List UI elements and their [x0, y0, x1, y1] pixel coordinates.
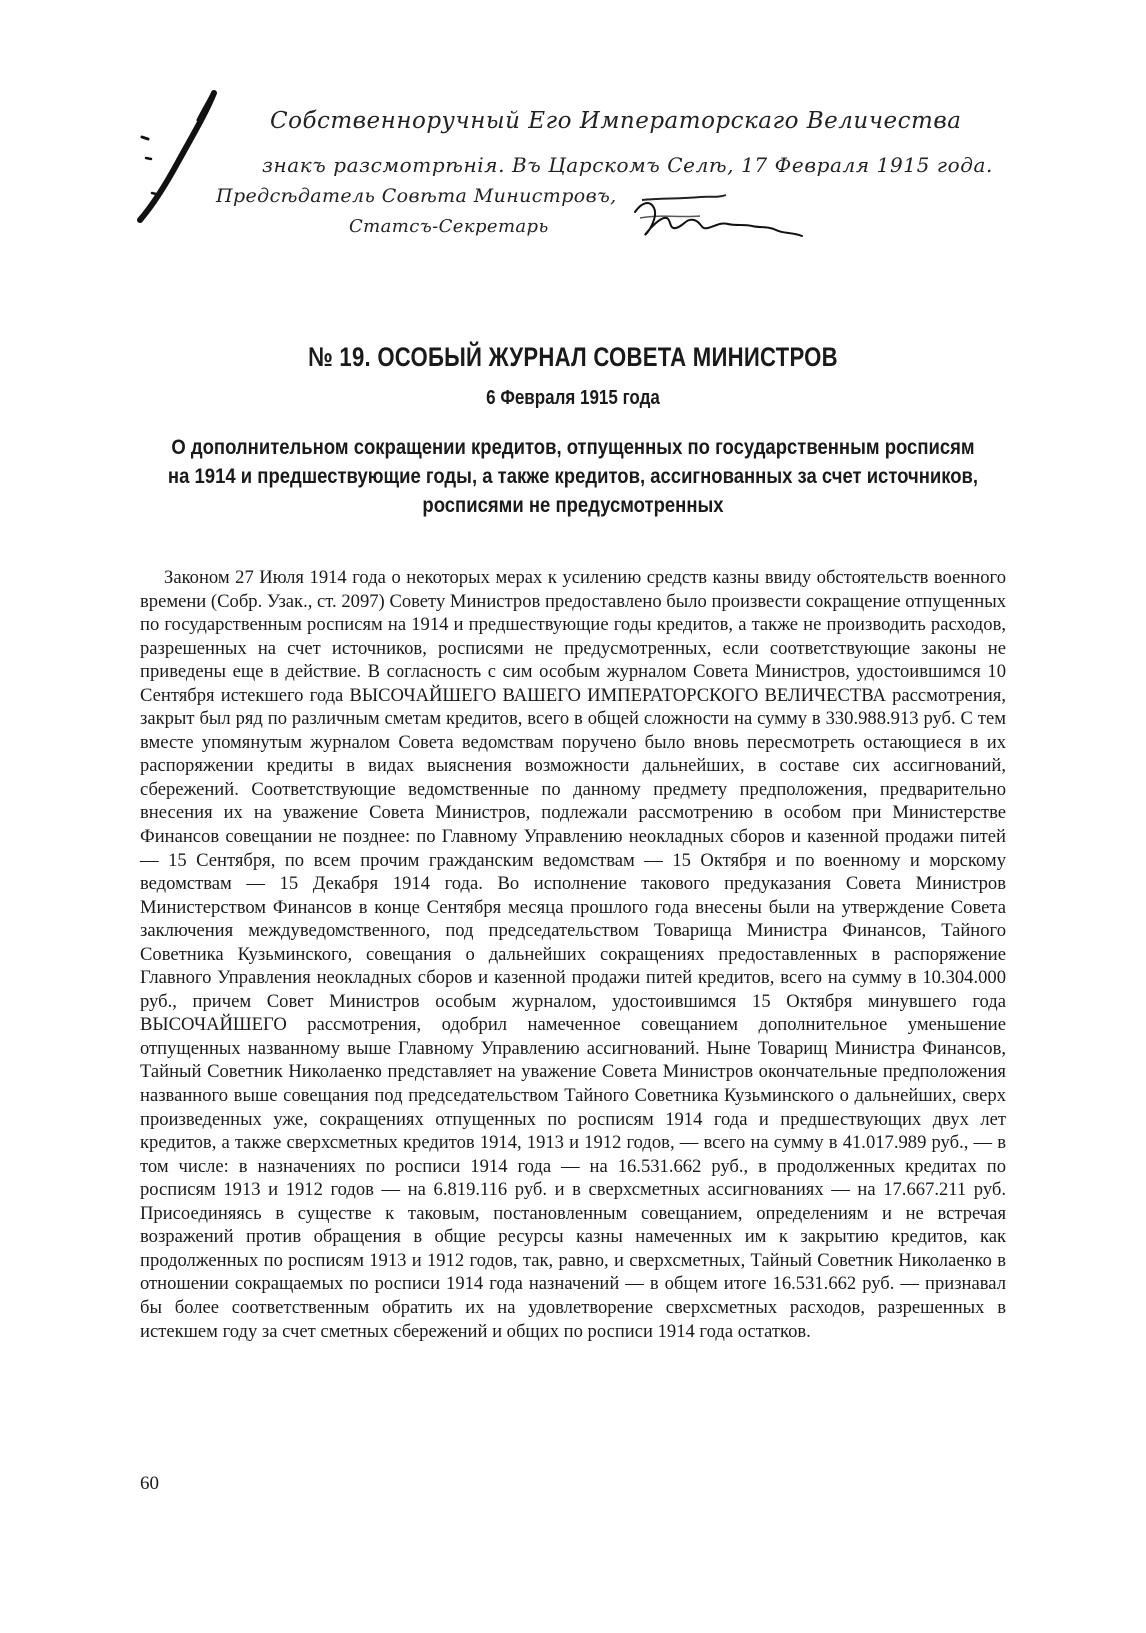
document-title: № 19. ОСОБЫЙ ЖУРНАЛ СОВЕТА МИНИСТРОВ [308, 342, 838, 372]
document-body: Законом 27 Июля 1914 года о некоторых мерах к усилению средств казны ввиду обстоятельств военного времени (Собр. Узак., ст. 2097) Совету Министров предоставлено было произвести сокращение отпущенных по государственным росписям на 1914 и предшествующие годы кредитов, а также не производить расходов, разрешенных на счет источников, росписями не предусмотренных, если соответствующие законы не приведены еще в действие. В согласность с сим особым журналом Совета Министров, удостоившимся 10 Сентября истекшего года ВЫСОЧАЙШЕГО ВАШЕГО ИМПЕРАТОРСКОГО ВЕЛИЧЕСТВА рассмотрения, закрыт был ряд по различным сметам кредитов, всего в общей сложности на сумму в 330.988.913 руб. С тем вместе упомянутым журналом Совета ведомствам поручено было вновь пересмотреть остающиеся в их распоряжении кредиты в видах выяснения возможности дальнейших, в составе сих ассигнований, сбережений. Соответствующие ведомственные по данному предмету предположения, предварительно внесения их на уважение Совета Министров, подлежали рассмотрению в особом при Министерстве Финансов совещании не позднее: по Главному Управлению неокладных сборов и казенной продажи питей — 15 Сентября, по всем прочим гражданским ведомствам — 15 Октября и по военному и морскому ведомствам — 15 Декабря 1914 года. Во исполнение такового предуказания Совета Министров Министерством Финансов в конце Сентября месяца прошлого года внесены были на утверждение Совета заключения междуведомственного, под председательством Товарища Министра Финансов, Тайного Советника Кузьминского, совещания о дальнейших сокращениях предоставленных в распоряжение Главного Управления неокладных сборов и казенной продажи питей кредитов, всего на сумму в 10.304.000 руб., причем Совет Министров особым журналом, удостоившимся 15 Октября минувшего года ВЫСОЧАЙШЕГО рассмотрения, одобрил намеченное совещанием дополнительное уменьшение отпущенных названному выше Главному Управлению ассигнований. Ныне Товарищ Министра Финансов, Тайный Советник Николаенко представляет на уважение Совета Министров окончательные предположения названного выше совещания под председательством Тайного Советника Кузьминского о дальнейших, сверх произведенных уже, сокращениях отпущенных по росписям 1914 года и предшествующих двух лет кредитов, а также сверхсметных кредитов 1914, 1913 и 1912 годов, — всего на сумму в 41.017.989 руб., — в том числе: в назначениях по росписи 1914 года — на 16.531.662 руб., в продолженных кредитах по росписям 1913 и 1912 годов — на 6.819.116 руб. и в сверхсметных ассигнованиях — на 17.667.211 руб. Присоединяясь в существе к таковым, постановленным совещанием, определениям и не встречая возражений против обращения в общие ресурсы казны намеченных им к закрытию кредитов, как продолженных по росписям 1913 и 1912 годов, так, равно, и сверхсметных, Тайный Советник Николаенко в отношении сокращаемых по росписи 1914 года назначений — в общем итоге 16.531.662 руб. — признавал бы более соответственным обратить их на удовлетворение сверхсметных расходов, разрешенных в истекшем году за счет сметных сбережений и общих по росписи 1914 года остатков. [140, 567, 1006, 1342]
resolution-line-3: Предсѣдатель Совѣта Министровъ, [216, 185, 617, 207]
resolution-line-4: Статсъ-Секретарь [349, 216, 549, 237]
approval-stroke-mark [0, 0, 1146, 300]
document-subject: О дополнительном сокращении кредитов, отпущенных по государственным росписям на 1914 и предшествующие годы, а также кредитов, ассигнованных за счет источников, росписями не предусмотренных [167, 435, 979, 517]
resolution-line-1: Собственноручный Его Императорскаго Величества [270, 108, 962, 134]
document-date: 6 Февраля 1915 года [486, 387, 660, 409]
page-number: 60 [140, 1473, 159, 1494]
signature [620, 190, 820, 250]
resolution-line-2: знакъ разсмотрѣнія. Въ Царскомъ Селѣ, 17 Февраля 1915 года. [262, 153, 993, 177]
